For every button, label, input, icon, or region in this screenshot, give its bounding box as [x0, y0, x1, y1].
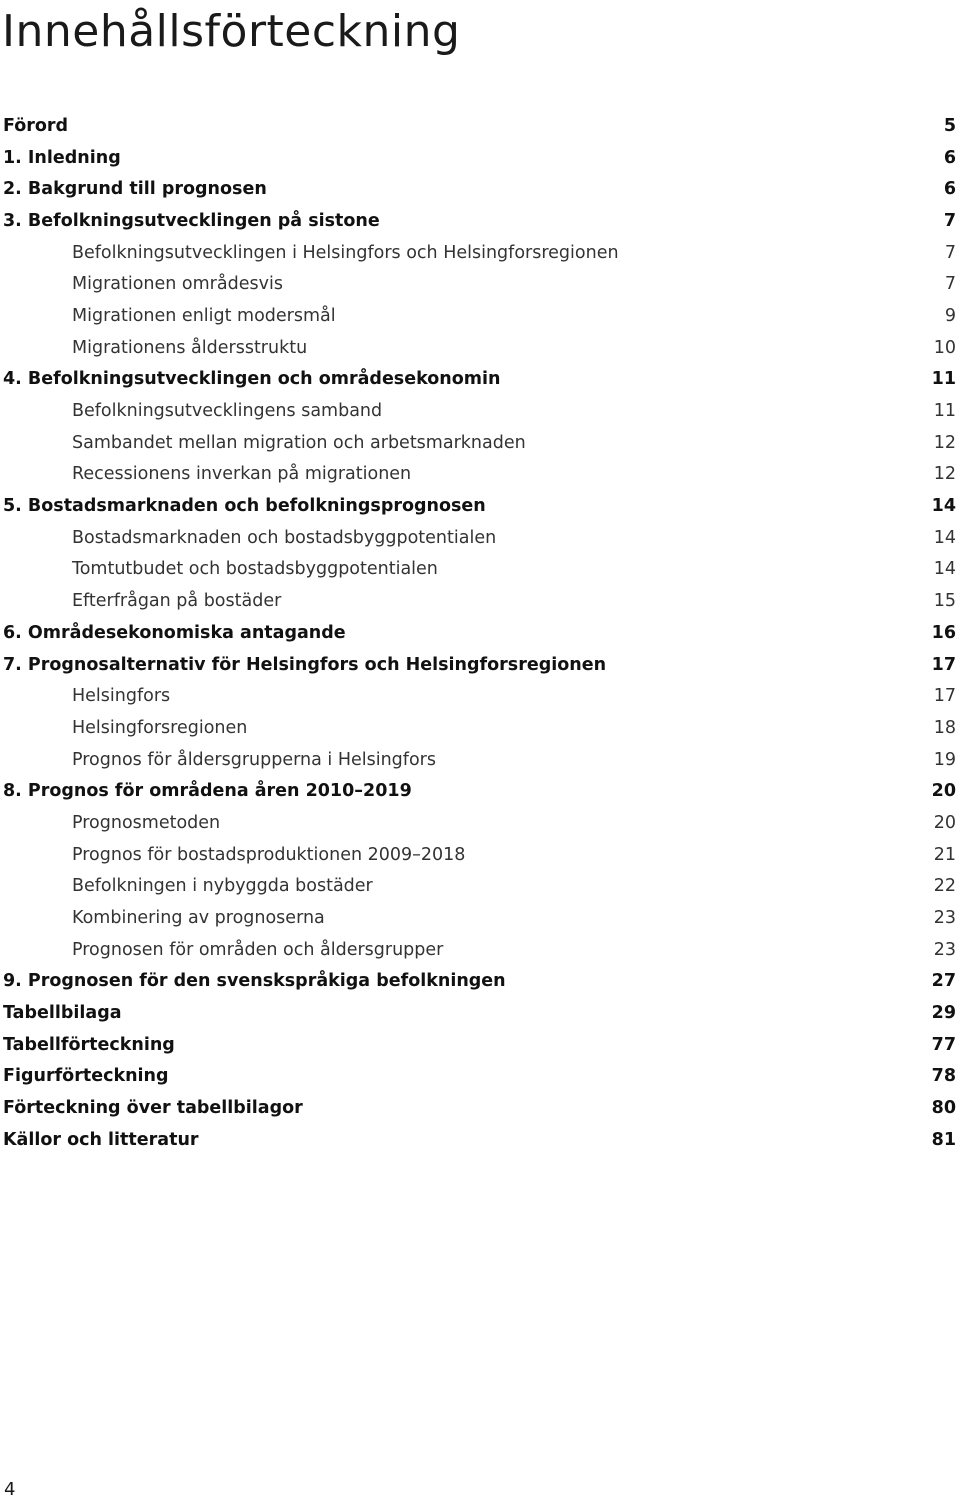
toc-entry-label: Kombinering av prognoserna — [72, 908, 325, 929]
toc-entry-label: 8. Prognos för områdena åren 2010–2019 — [3, 781, 412, 802]
toc-entry-page: 15 — [933, 591, 956, 612]
page-title: Innehållsförteckning — [2, 6, 461, 57]
toc-entry-page: 23 — [933, 939, 956, 960]
toc-section-entry — [3, 205, 956, 237]
toc-entry-page: 20 — [933, 812, 956, 833]
toc-entry-label: Figurförteckning — [3, 1066, 169, 1087]
toc-entry-page: 11 — [931, 369, 956, 390]
toc-subsection-entry — [3, 427, 956, 459]
toc-subsection-entry — [3, 459, 956, 491]
toc-entry-page: 7 — [944, 274, 956, 295]
toc-entry-label: Migrationen enligt modersmål — [72, 305, 336, 326]
toc-section-entry — [3, 1124, 956, 1156]
toc-entry-page: 6 — [943, 179, 956, 200]
toc-entry-label: Helsingforsregionen — [72, 717, 248, 738]
toc-entry-label: 1. Inledning — [3, 147, 121, 168]
toc-entry-page: 11 — [933, 401, 956, 422]
toc-section-entry — [3, 364, 956, 396]
toc-section-entry — [3, 142, 956, 174]
toc-entry-label: 6. Områdesekonomiska antagande — [3, 622, 346, 643]
toc-entry-page: 16 — [931, 622, 956, 643]
toc-entry-label: Efterfrågan på bostäder — [72, 591, 282, 612]
toc-entry-label: Recessionens inverkan på migrationen — [72, 464, 412, 485]
toc-section-entry — [3, 110, 956, 142]
toc-entry-label: Förord — [3, 115, 69, 136]
toc-entry-page: 17 — [933, 686, 956, 707]
toc-subsection-entry — [3, 332, 956, 364]
toc-subsection-entry — [3, 807, 956, 839]
toc-section-entry — [3, 490, 956, 522]
toc-entry-page: 18 — [933, 717, 956, 738]
toc-entry-label: Källor och litteratur — [3, 1129, 199, 1150]
toc-entry-label: Tomtutbudet och bostadsbyggpotentialen — [72, 559, 438, 580]
toc-entry-label: Helsingfors — [72, 686, 171, 707]
toc-entry-page: 21 — [933, 844, 956, 865]
toc-section-entry — [3, 649, 956, 681]
toc-section-entry — [3, 1061, 956, 1093]
toc-subsection-entry — [3, 744, 956, 776]
toc-entry-page: 23 — [933, 908, 956, 929]
toc-subsection-entry — [3, 839, 956, 871]
toc-subsection-entry — [3, 934, 956, 966]
toc-section-entry — [3, 997, 956, 1029]
toc-subsection-entry — [3, 395, 956, 427]
toc-entry-page: 14 — [933, 527, 956, 548]
toc-entry-page: 29 — [931, 1003, 956, 1024]
toc-entry-label: Bostadsmarknaden och bostadsbyggpotentialen — [72, 527, 497, 548]
toc-entry-label: Befolkningsutvecklingen i Helsingfors och Helsingforsregionen — [72, 242, 619, 263]
toc-section-entry — [3, 1029, 956, 1061]
toc-entry-label: 9. Prognosen för den svenskspråkiga befolkningen — [3, 971, 506, 992]
toc-entry-page: 9 — [944, 305, 956, 326]
toc-entry-page: 10 — [933, 337, 956, 358]
toc-entry-page: 20 — [931, 781, 956, 802]
toc-entry-label: 4. Befolkningsutvecklingen och områdesekonomin — [3, 369, 501, 390]
toc-entry-label: Befolkningen i nybyggda bostäder — [72, 876, 373, 897]
toc-entry-label: Sambandet mellan migration och arbetsmarknaden — [72, 432, 526, 453]
toc-entry-label: Prognosen för områden och åldersgrupper — [72, 939, 444, 960]
toc-entry-page: 7 — [944, 242, 956, 263]
toc-entry-label: Prognos för åldersgrupperna i Helsingfors — [72, 749, 436, 770]
toc-entry-label: Förteckning över tabellbilagor — [3, 1098, 303, 1119]
toc-subsection-entry — [3, 268, 956, 300]
toc-subsection-entry — [3, 712, 956, 744]
page-number: 4 — [4, 1479, 16, 1500]
toc-subsection-entry — [3, 554, 956, 586]
toc-entry-label: Tabellbilaga — [3, 1003, 122, 1024]
toc-entry-label: 3. Befolkningsutvecklingen på sistone — [3, 210, 380, 231]
toc-subsection-entry — [3, 871, 956, 903]
toc-section-entry — [3, 173, 956, 205]
toc-entry-label: 7. Prognosalternativ för Helsingfors och Helsingforsregionen — [3, 654, 607, 675]
toc-entry-page: 14 — [931, 496, 956, 517]
toc-entry-label: Prognosmetoden — [72, 812, 221, 833]
toc-entry-page: 80 — [931, 1098, 956, 1119]
toc-section-entry — [3, 617, 956, 649]
toc-subsection-entry — [3, 522, 956, 554]
toc-entry-page: 22 — [933, 876, 956, 897]
toc-entry-page: 81 — [931, 1129, 956, 1150]
toc-entry-label: Migrationen områdesvis — [72, 274, 283, 295]
toc-entry-page: 27 — [931, 971, 956, 992]
toc-entry-page: 12 — [933, 432, 956, 453]
toc-entry-page: 78 — [931, 1066, 956, 1087]
toc-entry-page: 77 — [931, 1034, 956, 1055]
toc-section-entry — [3, 775, 956, 807]
toc-entry-page: 14 — [933, 559, 956, 580]
toc-subsection-entry — [3, 585, 956, 617]
toc-entry-page: 6 — [943, 147, 956, 168]
toc-entry-label: Befolkningsutvecklingens samband — [72, 401, 383, 422]
toc-entry-label: Prognos för bostadsproduktionen 2009–2018 — [72, 844, 466, 865]
toc-entry-page: 17 — [931, 654, 956, 675]
table-of-contents — [3, 110, 956, 1156]
toc-entry-label: Migrationens åldersstruktu — [72, 337, 308, 358]
toc-section-entry — [3, 1092, 956, 1124]
toc-entry-page: 19 — [933, 749, 956, 770]
toc-subsection-entry — [3, 680, 956, 712]
toc-entry-page: 7 — [943, 210, 956, 231]
toc-entry-label: Tabellförteckning — [3, 1034, 175, 1055]
toc-subsection-entry — [3, 902, 956, 934]
toc-subsection-entry — [3, 237, 956, 269]
toc-section-entry — [3, 966, 956, 998]
toc-entry-label: 2. Bakgrund till prognosen — [3, 179, 267, 200]
toc-entry-label: 5. Bostadsmarknaden och befolkningsprognosen — [3, 496, 486, 517]
toc-entry-page: 12 — [933, 464, 956, 485]
toc-subsection-entry — [3, 300, 956, 332]
toc-entry-page: 5 — [943, 115, 956, 136]
